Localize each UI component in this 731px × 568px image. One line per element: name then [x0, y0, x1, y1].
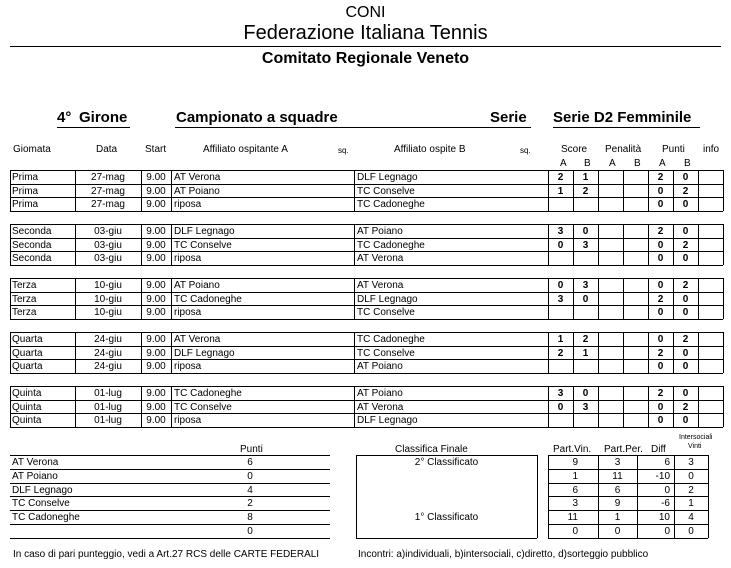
standings-vin: 9	[572, 457, 578, 468]
match-punti-a: 0	[657, 334, 664, 345]
match-score-b: 0	[582, 226, 589, 237]
match-giornata: Quarta	[12, 361, 43, 372]
score-b: B	[584, 158, 591, 169]
match-home: TC Conselve	[174, 402, 232, 413]
score-col-line	[698, 386, 699, 427]
match-col-line	[354, 386, 355, 427]
girone-label: Girone	[79, 109, 128, 126]
serie-value: Serie D2 Femminile	[553, 109, 692, 126]
match-punti-b: 0	[682, 307, 689, 318]
match-col-line	[171, 278, 172, 319]
standings-inter: 1	[688, 498, 694, 509]
standings-vin: 0	[572, 526, 578, 537]
score-col-line	[598, 278, 599, 319]
match-row-line	[10, 319, 548, 320]
match-col-line	[10, 224, 11, 265]
standings-diff: 0	[664, 485, 670, 496]
match-punti-a: 2	[657, 294, 664, 305]
match-data: 27-mag	[91, 199, 125, 210]
standings-per: 3	[614, 457, 621, 468]
classifica-line	[537, 455, 538, 538]
stats-line	[548, 538, 708, 539]
match-row-line	[10, 265, 548, 266]
match-col-line	[10, 278, 11, 319]
match-home: DLF Legnago	[174, 348, 235, 359]
score-col-line	[598, 224, 599, 265]
match-away: DLF Legnago	[357, 294, 418, 305]
standings-partvin-header: Part.Vin.	[553, 444, 592, 455]
match-home: riposa	[174, 361, 202, 372]
match-data: 03-giu	[94, 253, 122, 264]
standings-punti-header: Punti	[240, 444, 263, 455]
score-col-line	[598, 332, 599, 373]
standings-per: 0	[614, 526, 621, 537]
score-row-line	[548, 211, 723, 212]
match-score-a: 0	[557, 402, 564, 413]
match-away: TC Conselve	[357, 186, 415, 197]
punti-b: B	[684, 158, 691, 169]
match-col-line	[171, 332, 172, 373]
match-score-a: 1	[557, 186, 564, 197]
standings-diff: -6	[661, 498, 670, 509]
match-away: AT Verona	[357, 280, 404, 291]
match-away: TC Cadoneghe	[357, 334, 425, 345]
standings-per: 1	[614, 512, 621, 523]
match-start: 9.00	[146, 186, 166, 197]
match-col-line	[354, 332, 355, 373]
match-punti-b: 2	[682, 334, 689, 345]
punti-a: A	[659, 158, 666, 169]
match-punti-a: 0	[657, 199, 664, 210]
match-giornata: Prima	[12, 199, 39, 210]
match-col-line	[171, 170, 172, 211]
match-col-line	[10, 386, 11, 427]
match-away: AT Verona	[357, 253, 404, 264]
match-score-b: 1	[582, 348, 589, 359]
score-row-line	[548, 319, 723, 320]
standings-punti: 0	[247, 471, 253, 482]
match-giornata: Quarta	[12, 348, 43, 359]
match-home: AT Poiano	[174, 280, 220, 291]
match-punti-a: 0	[657, 240, 664, 251]
score-row-line	[548, 427, 723, 428]
match-score-b: 1	[582, 172, 589, 183]
match-punti-a: 0	[657, 415, 664, 426]
match-giornata: Terza	[12, 307, 37, 318]
match-data: 27-mag	[91, 172, 125, 183]
match-score-a: 2	[557, 172, 564, 183]
match-away: DLF Legnago	[357, 172, 418, 183]
match-row-line	[10, 373, 548, 374]
standings-inter: 0	[688, 526, 694, 537]
col-score: Score	[561, 144, 588, 155]
standings-punti: 4	[247, 485, 253, 496]
standings-team: AT Poiano	[12, 471, 58, 482]
stats-col-line	[708, 455, 709, 538]
federation-name: Federazione Italiana Tennis	[243, 22, 488, 44]
match-punti-b: 2	[682, 240, 689, 251]
title-underline	[553, 127, 700, 128]
match-data: 24-giu	[94, 334, 122, 345]
standings-per: 9	[614, 498, 621, 509]
match-punti-a: 0	[657, 361, 664, 372]
match-score-a: 0	[557, 240, 564, 251]
match-score-a: 3	[557, 388, 564, 399]
match-data: 27-mag	[91, 186, 125, 197]
match-col-line	[354, 224, 355, 265]
standings-classifica: 1° Classificato	[414, 512, 479, 523]
match-punti-a: 2	[657, 388, 664, 399]
match-home: riposa	[174, 253, 202, 264]
score-col-line	[723, 386, 724, 427]
match-punti-b: 0	[682, 348, 689, 359]
match-punti-a: 0	[657, 280, 664, 291]
match-away: TC Cadoneghe	[357, 240, 425, 251]
match-punti-a: 2	[657, 172, 664, 183]
standings-punti: 0	[247, 526, 253, 537]
match-giornata: Prima	[12, 172, 39, 183]
match-punti-b: 0	[682, 253, 689, 264]
standings-punti: 6	[247, 457, 253, 468]
match-punti-b: 0	[682, 415, 689, 426]
match-data: 01-lug	[94, 402, 122, 413]
match-score-a: 3	[557, 294, 564, 305]
standings-team: TC Cadoneghe	[12, 512, 80, 523]
match-home: riposa	[174, 415, 202, 426]
standings-vinti-header: Vinti	[688, 443, 702, 450]
score-col-line	[723, 278, 724, 319]
match-start: 9.00	[146, 402, 166, 413]
match-start: 9.00	[146, 240, 166, 251]
col-ospitante: Affiliato ospitante A	[203, 144, 288, 155]
match-punti-b: 2	[682, 402, 689, 413]
match-start: 9.00	[146, 294, 166, 305]
match-col-line	[354, 170, 355, 211]
match-score-b: 3	[582, 240, 589, 251]
match-punti-b: 2	[682, 280, 689, 291]
match-col-line	[10, 332, 11, 373]
score-col-line	[623, 386, 624, 427]
match-data: 10-giu	[94, 280, 122, 291]
standings-classifica-header: Classifica Finale	[395, 444, 468, 455]
match-away: TC Conselve	[357, 348, 415, 359]
score-col-line	[598, 170, 599, 211]
match-row-line	[10, 427, 548, 428]
match-col-line	[171, 386, 172, 427]
match-punti-a: 0	[657, 307, 664, 318]
match-score-a: 0	[557, 280, 564, 291]
match-punti-b: 0	[682, 361, 689, 372]
standings-diff-header: Diff	[651, 444, 666, 455]
match-col-line	[10, 170, 11, 211]
score-row-line	[548, 373, 723, 374]
match-start: 9.00	[146, 253, 166, 264]
match-home: DLF Legnago	[174, 226, 235, 237]
standings-intersociali-header: Intersociali	[679, 434, 713, 441]
match-start: 9.00	[146, 280, 166, 291]
match-punti-b: 0	[682, 226, 689, 237]
match-score-b: 2	[582, 334, 589, 345]
standings-vin: 3	[572, 498, 578, 509]
org-name: CONI	[345, 4, 386, 21]
match-data: 01-lug	[94, 388, 122, 399]
standings-inter: 3	[688, 457, 694, 468]
match-punti-b: 2	[682, 186, 689, 197]
match-giornata: Quinta	[12, 402, 42, 413]
match-start: 9.00	[146, 172, 166, 183]
score-col-line	[598, 386, 599, 427]
match-giornata: Quinta	[12, 415, 42, 426]
match-home: AT Poiano	[174, 186, 220, 197]
standings-team: AT Verona	[12, 457, 59, 468]
col-start: Start	[145, 144, 167, 155]
match-punti-b: 0	[682, 199, 689, 210]
match-score-a: 2	[557, 348, 564, 359]
standings-team: TC Conselve	[12, 498, 70, 509]
standings-classifica: 2° Classificato	[414, 457, 479, 468]
standings-per: 6	[614, 485, 621, 496]
match-score-b: 0	[582, 388, 589, 399]
standings-diff: 10	[658, 512, 670, 523]
col-punti: Punti	[662, 144, 685, 155]
col-info: info	[703, 144, 720, 155]
match-giornata: Seconda	[12, 240, 52, 251]
pen-a: A	[609, 158, 616, 169]
match-home: TC Cadoneghe	[174, 294, 242, 305]
match-giornata: Seconda	[12, 226, 52, 237]
match-giornata: Quarta	[12, 334, 43, 345]
standings-diff: 0	[664, 526, 670, 537]
match-start: 9.00	[146, 334, 166, 345]
match-punti-a: 2	[657, 348, 664, 359]
match-score-b: 2	[582, 186, 589, 197]
match-punti-a: 0	[657, 402, 664, 413]
match-start: 9.00	[146, 199, 166, 210]
match-punti-a: 0	[657, 186, 664, 197]
match-row-line	[10, 211, 548, 212]
col-sq-b: sq.	[520, 146, 531, 155]
match-away: TC Conselve	[357, 307, 415, 318]
match-away: AT Poiano	[357, 388, 403, 399]
match-data: 01-lug	[94, 415, 122, 426]
score-col-line	[698, 170, 699, 211]
match-away: AT Poiano	[357, 361, 403, 372]
standings-per: 11	[612, 471, 623, 482]
score-col-line	[623, 224, 624, 265]
competition-name: Campionato a squadre	[176, 109, 338, 126]
standings-inter: 2	[688, 485, 694, 496]
footer-note: In caso di pari punteggio, vedi a Art.27 RCS delle CARTE FEDERALI	[13, 549, 320, 560]
match-away: TC Cadoneghe	[357, 199, 425, 210]
match-punti-b: 0	[682, 172, 689, 183]
match-home: riposa	[174, 199, 202, 210]
match-giornata: Terza	[12, 280, 37, 291]
score-col-line	[698, 332, 699, 373]
pen-b: B	[634, 158, 641, 169]
title-underline	[175, 127, 531, 128]
match-away: AT Verona	[357, 402, 404, 413]
match-score-a: 1	[557, 334, 564, 345]
standings-diff: 6	[664, 457, 670, 468]
match-score-a: 3	[557, 226, 564, 237]
match-giornata: Seconda	[12, 253, 52, 264]
match-home: riposa	[174, 307, 202, 318]
score-row-line	[548, 265, 723, 266]
standings-partper-header: Part.Per.	[604, 444, 643, 455]
standings-inter: 0	[688, 471, 694, 482]
standings-punti: 2	[247, 498, 253, 509]
classifica-line	[356, 538, 537, 539]
score-col-line	[723, 224, 724, 265]
committee-name: Comitato Regionale Veneto	[261, 50, 470, 67]
standings-vin: 1	[572, 471, 578, 482]
match-home: AT Verona	[174, 334, 221, 345]
col-ospite: Affiliato ospite B	[394, 144, 466, 155]
score-col-line	[698, 278, 699, 319]
col-giornata: Giomata	[13, 144, 51, 155]
match-score-b: 3	[582, 402, 589, 413]
standings-diff: -10	[655, 471, 670, 482]
footer-legend: Incontri: a)individuali, b)intersociali, c)diretto, d)sorteggio pubblico	[358, 549, 649, 560]
match-start: 9.00	[146, 388, 166, 399]
col-data: Data	[96, 144, 118, 155]
match-data: 10-giu	[94, 294, 122, 305]
score-col-line	[623, 170, 624, 211]
score-col-line	[623, 332, 624, 373]
match-punti-b: 0	[682, 388, 689, 399]
match-home: TC Conselve	[174, 240, 232, 251]
match-data: 24-giu	[94, 348, 122, 359]
match-punti-b: 0	[682, 294, 689, 305]
title-underline	[57, 127, 130, 128]
match-giornata: Prima	[12, 186, 39, 197]
match-away: AT Poiano	[357, 226, 403, 237]
match-data: 03-giu	[94, 240, 122, 251]
standings-punti: 8	[247, 512, 253, 523]
match-start: 9.00	[146, 307, 166, 318]
score-col-line	[723, 170, 724, 211]
match-score-b: 0	[582, 294, 589, 305]
score-col-line	[698, 224, 699, 265]
match-punti-a: 0	[657, 253, 664, 264]
standings-vin: 11	[567, 512, 578, 523]
match-giornata: Quinta	[12, 388, 42, 399]
match-start: 9.00	[146, 226, 166, 237]
match-data: 03-giu	[94, 226, 122, 237]
match-col-line	[354, 278, 355, 319]
score-col-line	[623, 278, 624, 319]
match-start: 9.00	[146, 348, 166, 359]
match-giornata: Terza	[12, 294, 37, 305]
standings-inter: 4	[688, 512, 694, 523]
header-divider	[10, 46, 721, 47]
match-away: DLF Legnago	[357, 415, 418, 426]
standings-vin: 6	[572, 485, 578, 496]
match-punti-a: 2	[657, 226, 664, 237]
score-a: A	[560, 158, 567, 169]
standings-team: DLF Legnago	[12, 485, 73, 496]
girone-number: 4°	[57, 109, 72, 126]
serie-label: Serie	[490, 109, 527, 126]
col-penalita: Penalità	[605, 144, 642, 155]
match-col-line	[171, 224, 172, 265]
match-home: AT Verona	[174, 172, 221, 183]
match-home: TC Cadoneghe	[174, 388, 242, 399]
col-sq-a: sq.	[338, 146, 349, 155]
match-start: 9.00	[146, 361, 166, 372]
match-score-b: 3	[582, 280, 589, 291]
standings-line	[10, 538, 330, 539]
match-start: 9.00	[146, 415, 166, 426]
match-data: 10-giu	[94, 307, 122, 318]
match-data: 24-giu	[94, 361, 122, 372]
score-col-line	[723, 332, 724, 373]
